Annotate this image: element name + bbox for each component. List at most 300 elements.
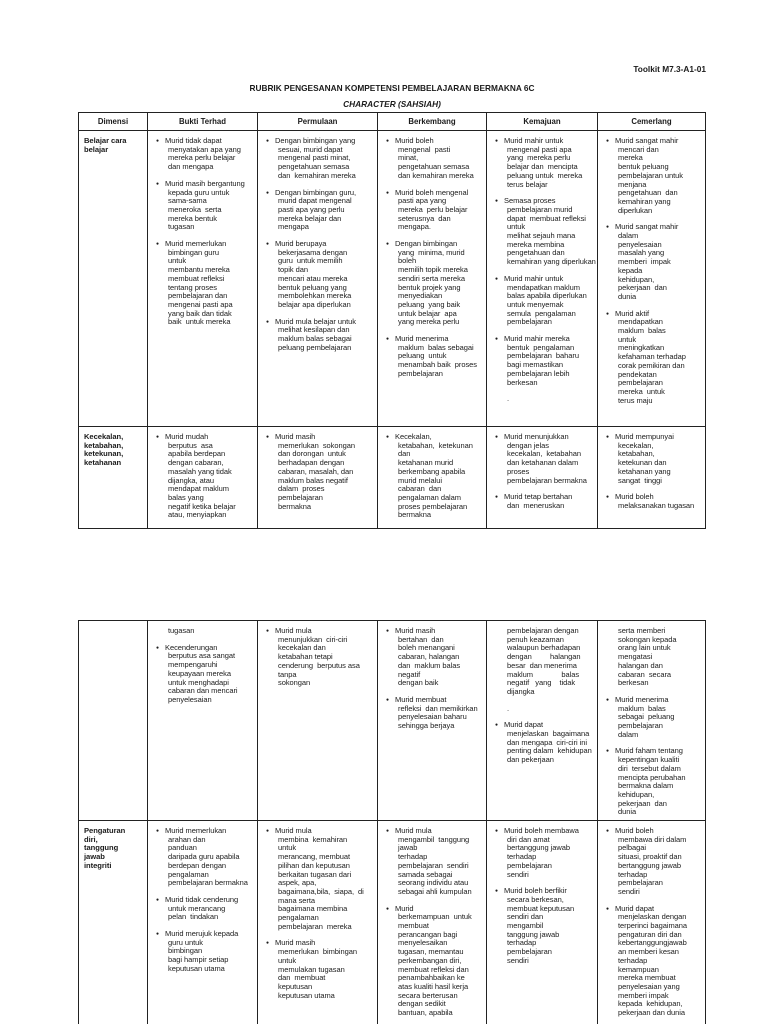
criterion-text-line: ● Murid merujuk kepada xyxy=(153,930,256,939)
criterion-bullet xyxy=(603,747,704,817)
criterion-text-line: ● Kecenderungan xyxy=(153,644,256,653)
criterion-text-line: orang lain untuk xyxy=(618,643,671,653)
criterion-text-line: penuh keazaman xyxy=(507,634,564,644)
criterion-text-line: melaksanakan tugasan xyxy=(618,500,695,510)
criterion-text-line: refleksi dan memikirkan xyxy=(398,703,478,713)
criterion-text-line: ● Murid mahir untuk xyxy=(492,137,596,146)
criterion-text-line: negatif xyxy=(398,669,421,679)
criterion-text-line: . xyxy=(507,394,510,404)
criterion-text-line: mendapat maklum xyxy=(168,484,229,494)
criterion-text-line: pengetahuan semasa xyxy=(398,162,470,172)
criterion-text-line: serta memberi xyxy=(618,626,666,635)
rubric-cell-kemajuan xyxy=(487,131,598,427)
criterion-text-line: belajar dan mencipta xyxy=(507,162,578,172)
criterion-text-line: ● Murid masih xyxy=(383,627,485,636)
criterion-text-line: berputus asa xyxy=(168,440,213,450)
criterion-continuation xyxy=(492,395,596,404)
criterion-text-line: ● Murid mudah xyxy=(153,433,256,442)
criterion-text-line: dengan baik xyxy=(398,678,439,688)
criterion-text-line: walaupun berhadapan xyxy=(507,643,581,653)
criterion-bullet xyxy=(603,827,704,897)
criterion-text-line: terhadap xyxy=(507,852,537,862)
criterion-text-line: ● Murid tidak dapat xyxy=(153,137,256,146)
criterion-text-line: kepentingan kualiti xyxy=(618,755,680,765)
criterion-text-line: dalam proses xyxy=(278,484,325,494)
criterion-text-line: tanpa xyxy=(278,669,297,679)
criterion-text-line: untuk xyxy=(618,334,637,344)
criterion-text-line: peluang pembelajaran xyxy=(278,342,352,352)
rubric-cell-permulaan xyxy=(258,131,378,427)
criterion-text-line: terhadap xyxy=(618,955,648,965)
criterion-text-line: pembelajaran sendiri xyxy=(398,860,469,870)
criterion-text-line: berkesan xyxy=(618,678,649,688)
criterion-text-line: seterusnya dan xyxy=(398,213,451,223)
criterion-continuation xyxy=(492,705,596,714)
criterion-text-line: menyelesaikan xyxy=(398,938,448,948)
criterion-text-line: samada sebagai xyxy=(398,869,453,879)
criterion-bullet xyxy=(383,433,485,520)
criterion-text-line: negatif yang tidak xyxy=(507,678,576,688)
criterion-text-line: terus belajar xyxy=(507,179,548,189)
criterion-text-line: untuk xyxy=(278,955,297,965)
criterion-text-line: ● Murid sangat mahir xyxy=(603,137,704,146)
criterion-text-line: memberi impak xyxy=(618,990,669,1000)
criterion-bullet xyxy=(603,493,704,510)
rubric-cell-kemajuan xyxy=(487,621,598,821)
rubric-table-part-1 xyxy=(78,112,706,529)
criterion-bullet xyxy=(603,137,704,215)
criterion-text-line: bimbingan guru xyxy=(168,247,220,257)
criterion-text-line: pasti apa yang xyxy=(398,196,447,206)
criterion-continuation xyxy=(153,627,256,636)
criterion-text-line: mereka belajar dan xyxy=(278,213,342,223)
criterion-text-line: untuk menyemak xyxy=(507,299,564,309)
criterion-continuation xyxy=(603,627,704,688)
criterion-text-line: cenderung berputus asa xyxy=(278,660,360,670)
criterion-text-line: memerlukan sokongan xyxy=(278,440,355,450)
criterion-text-line: kehidupan, xyxy=(618,274,655,284)
criterion-text-line: memilih topik mereka xyxy=(398,265,468,275)
criterion-text-line: besar dan menerima xyxy=(507,660,577,670)
criterion-bullet xyxy=(153,240,256,327)
criterion-bullet xyxy=(153,896,256,922)
criterion-text-line: ● Murid berupaya xyxy=(263,240,376,249)
criterion-text-line: pembelajaran xyxy=(618,378,663,388)
criterion-text-line: sesuai, murid dapat xyxy=(278,144,343,154)
criterion-text-line: ● Murid mula xyxy=(383,827,485,836)
criterion-text-line: boleh menangani xyxy=(398,643,455,653)
criterion-text-line: yang mereka perlu xyxy=(507,153,571,163)
criterion-text-line: bekerjasama dengan xyxy=(278,247,348,257)
criterion-text-line: maklum balas sebagai xyxy=(398,342,474,352)
criterion-text-line: dan pekerjaan xyxy=(507,755,554,765)
criterion-text-line: bermakna xyxy=(278,501,311,511)
column-header-permulaan: Permulaan xyxy=(258,113,378,131)
criterion-text-line: penyelesaian baharu xyxy=(398,712,467,722)
criterion-text-line: dan membuat xyxy=(278,973,326,983)
criterion-text-line: dan ketahanan dalam xyxy=(507,458,579,468)
criterion-text-line: ● Murid tidak cenderung xyxy=(153,896,256,905)
criterion-text-line: pilihan dan keputusan xyxy=(278,860,350,870)
criterion-bullet xyxy=(263,240,376,310)
criterion-text-line: balas yang xyxy=(168,492,204,502)
rubric-cell-cemerlang xyxy=(598,621,706,821)
criterion-text-line: pembelajaran xyxy=(507,947,552,957)
dimension-label-line: Belajar cara xyxy=(84,136,127,145)
criterion-text-line: dunia xyxy=(618,807,637,817)
criterion-text-line: cabaran, halangan xyxy=(398,652,460,662)
column-header-berkembang: Berkembang xyxy=(378,113,487,131)
criterion-text-line: murid melalui xyxy=(398,475,442,485)
column-header-dimensi: Dimensi xyxy=(79,113,148,131)
criterion-text-line: ● Dengan bimbingan yang xyxy=(263,137,376,146)
criterion-text-line: pembelajaran xyxy=(278,492,323,502)
criterion-text-line: pengetahuan dan xyxy=(507,248,565,258)
criterion-text-line: ● Kecekalan, xyxy=(383,433,485,442)
criterion-bullet xyxy=(263,137,376,181)
criterion-text-line: bagi hampir setiap xyxy=(168,955,229,965)
criterion-text-line: membina kemahiran xyxy=(278,834,348,844)
criterion-text-line: memerlukan bimbingan xyxy=(278,947,357,957)
criterion-text-line: diri tersebut dalam xyxy=(618,763,681,773)
rubric-table-part-2 xyxy=(78,620,706,1024)
criterion-text-line: ● Murid dapat xyxy=(603,905,704,914)
criterion-text-line: sendiri xyxy=(507,869,529,879)
dimension-label-line: Pengaturan xyxy=(84,826,126,835)
criterion-text-line: ● Murid boleh berfikir xyxy=(492,887,596,896)
criterion-text-line: mencari dan xyxy=(618,144,659,154)
criterion-text-line: ● Murid aktif xyxy=(603,310,704,319)
criterion-text-line: kemampuan xyxy=(618,964,659,974)
criterion-text-line: maklum balas negatif xyxy=(278,475,348,485)
criterion-text-line: pembelajaran xyxy=(398,368,443,378)
dimension-label-line: ketabahan, xyxy=(84,440,124,450)
dimension-cell xyxy=(79,821,148,1024)
criterion-text-line: masalah yang xyxy=(618,248,665,258)
column-header-cemerlang: Cemerlang xyxy=(598,113,706,131)
criterion-text-line: kecekalan dan xyxy=(278,643,326,653)
dimension-label-line: ketahanan xyxy=(84,458,122,468)
column-header-kemajuan: Kemajuan xyxy=(487,113,598,131)
criterion-text-line: untuk xyxy=(278,843,297,853)
criterion-text-line: menjelaskan dengan xyxy=(618,912,687,922)
criterion-bullet xyxy=(153,433,256,520)
criterion-text-line: bertanggung jawab xyxy=(618,860,681,870)
criterion-text-line: dijangka, atau xyxy=(168,475,215,485)
rubric-cell-permulaan xyxy=(258,621,378,821)
criterion-text-line: panduan xyxy=(168,843,197,853)
criterion-bullet xyxy=(153,137,256,172)
criterion-text-line: cabaran dan mencari xyxy=(168,686,238,696)
criterion-text-line: bentuk peluang yang xyxy=(278,282,347,292)
rubric-cell-berkembang xyxy=(378,427,487,529)
criterion-text-line: belajar apa diperlukan xyxy=(278,299,351,309)
criterion-text-line: ● Murid mahir untuk xyxy=(492,275,596,284)
criterion-text-line: dalam xyxy=(618,231,639,241)
criterion-text-line: ● Murid mula belajar untuk xyxy=(263,318,376,327)
rubric-cell-kemajuan xyxy=(487,821,598,1024)
criterion-text-line: corak pemikiran dan xyxy=(618,360,685,370)
criterion-bullet xyxy=(603,905,704,1018)
criterion-text-line: topik dan xyxy=(278,265,308,275)
criterion-text-line: untuk menghadapi xyxy=(168,677,229,687)
criterion-text-line: negatif ketika belajar xyxy=(168,501,236,511)
criterion-text-line: melihat kesilapan dan xyxy=(278,325,350,335)
criterion-bullet xyxy=(383,696,485,731)
criterion-text-line: sebagai ahli kumpulan xyxy=(398,886,472,896)
rubric-cell-bukti-terhad xyxy=(148,621,258,821)
criterion-text-line: ● Murid masih xyxy=(263,433,376,442)
criterion-text-line: ● Murid dapat xyxy=(492,721,596,730)
criterion-text-line: sehingga berjaya xyxy=(398,721,455,731)
rubric-cell-berkembang xyxy=(378,821,487,1024)
criterion-text-line: bantuan, apabila xyxy=(398,1008,453,1018)
criterion-text-line: mereka xyxy=(618,153,643,163)
criterion-bullet xyxy=(153,827,256,888)
criterion-text-line: terus maju xyxy=(618,395,653,405)
criterion-text-line: diperlukan xyxy=(618,205,653,215)
criterion-text-line: menyediakan xyxy=(398,291,443,301)
criterion-text-line: bertahan dan xyxy=(398,634,444,644)
criterion-text-line: sendiri xyxy=(507,955,529,965)
criterion-text-line: dan xyxy=(398,449,411,459)
criterion-text-line: untuk xyxy=(168,256,187,266)
criterion-text-line: penyelesaian yang xyxy=(618,981,680,991)
dimension-label-line: tanggung xyxy=(84,843,119,853)
criterion-text-line: berdepan dengan xyxy=(168,860,227,870)
rubric-cell-cemerlang xyxy=(598,427,706,529)
criterion-text-line: guru untuk xyxy=(168,937,203,947)
rubric-cell-cemerlang xyxy=(598,821,706,1024)
criterion-text-line: ● Murid memerlukan xyxy=(153,827,256,836)
criterion-text-line: boleh xyxy=(398,256,417,266)
criterion-text-line: peluang untuk mereka xyxy=(507,170,583,180)
criterion-text-line: . xyxy=(507,703,510,713)
criterion-text-line: yang mereka perlu xyxy=(398,317,460,327)
criterion-text-line: pembelajaran murid xyxy=(507,204,573,214)
criterion-text-line: pembelajaran bermakna xyxy=(168,878,248,888)
criterion-text-line: bagaimana,bila, siapa, di xyxy=(278,886,364,896)
criterion-text-line: mereka membina xyxy=(507,239,565,249)
criterion-text-line: ketabahan, xyxy=(618,449,655,459)
dimension-cell xyxy=(79,131,148,427)
criterion-text-line: terhadap xyxy=(618,869,648,879)
criterion-text-line: seorang individu atau xyxy=(398,878,469,888)
criterion-text-line: atas kualiti hasil kerja xyxy=(398,981,469,991)
criterion-text-line: ● Murid menunjukkan xyxy=(492,433,596,442)
criterion-text-line: situasi, proaktif dan xyxy=(618,852,682,862)
criterion-text-line: bagaimana membina xyxy=(278,904,348,914)
criterion-text-line: dalam xyxy=(618,729,639,739)
criterion-bullet xyxy=(492,827,596,879)
criterion-text-line: membuat xyxy=(398,921,429,931)
criterion-text-line: mengapa. xyxy=(398,222,431,232)
criterion-bullet xyxy=(263,433,376,511)
criterion-text-line: pembelajaran xyxy=(618,721,663,731)
criterion-text-line: ● Murid mahir mereka xyxy=(492,335,596,344)
criterion-text-line: ● Murid membuat xyxy=(383,696,485,705)
criterion-text-line: membawa diri dalam xyxy=(618,834,687,844)
criterion-text-line: atau, menyiapkan xyxy=(168,510,227,520)
criterion-text-line: ● Murid menerima xyxy=(383,335,485,344)
rubric-cell-berkembang xyxy=(378,621,487,821)
criterion-text-line: ● Murid boleh membawa xyxy=(492,827,596,836)
criterion-text-line: kepada kehidupan, xyxy=(618,999,683,1009)
criterion-text-line: keputusan xyxy=(278,981,313,991)
column-header-bukti-terhad: Bukti Terhad xyxy=(148,113,258,131)
criterion-text-line: pembelajaran lebih xyxy=(507,368,570,378)
criterion-text-line: secara berterusan xyxy=(398,990,458,1000)
criterion-text-line: jawab xyxy=(398,843,418,853)
dimension-label-line: integriti xyxy=(84,860,112,870)
criterion-bullet xyxy=(603,223,704,301)
criterion-text-line: pelan tindakan xyxy=(168,912,219,922)
criterion-text-line: bermakna dalam xyxy=(618,781,674,791)
criterion-text-line: ● Murid mula xyxy=(263,627,376,636)
criterion-text-line: penyelesaian xyxy=(618,239,662,249)
criterion-text-line: mereka perlu belajar xyxy=(398,204,468,214)
criterion-text-line: pembelajaran mereka xyxy=(278,921,352,931)
criterion-text-line: tugasan xyxy=(168,222,195,232)
criterion-text-line: maklum balas xyxy=(507,669,580,679)
criterion-text-line: ● Murid sangat mahir xyxy=(603,223,704,232)
criterion-bullet xyxy=(492,335,596,387)
criterion-text-line: tugasan, memantau xyxy=(398,947,464,957)
criterion-text-line: ● Murid boleh xyxy=(603,493,704,502)
criterion-text-line: pengalaman xyxy=(168,869,209,879)
criterion-text-line: dengan halangan xyxy=(507,652,581,662)
criterion-text-line: mereka membuat xyxy=(618,973,676,983)
criterion-text-line: bertanggung jawab xyxy=(507,843,570,853)
criterion-text-line: dan meneruskan xyxy=(507,500,565,510)
criterion-text-line: pengaturan diri dan xyxy=(618,929,682,939)
criterion-bullet xyxy=(383,627,485,688)
criterion-text-line: ketabahan tetapi xyxy=(278,652,333,662)
criterion-text-line: ketekunan dan xyxy=(618,458,667,468)
dimension-cell xyxy=(79,621,148,821)
criterion-text-line: dunia xyxy=(618,291,637,301)
rubric-cell-permulaan xyxy=(258,821,378,1024)
criterion-continuation xyxy=(492,627,596,697)
criterion-text-line: dan kemahiran mereka xyxy=(278,170,356,180)
criterion-text-line: pembelajaran untuk xyxy=(618,170,683,180)
criterion-text-line: terhadap xyxy=(507,938,537,948)
criterion-text-line: sokongan kepada xyxy=(618,634,677,644)
criterion-text-line: berkemampuan untuk xyxy=(398,912,472,922)
criterion-text-line: dan maklum balas xyxy=(398,660,461,670)
criterion-text-line: mengenal pasti apa xyxy=(507,144,572,154)
criterion-bullet xyxy=(492,137,596,189)
criterion-bullet xyxy=(492,433,596,485)
dimension-label-line: jawab xyxy=(84,852,105,862)
criterion-text-line: ● Murid faham tentang xyxy=(603,747,704,756)
criterion-text-line: minat, xyxy=(398,153,419,163)
criterion-text-line: terperinci bagaimana xyxy=(618,921,688,931)
rubric-cell-berkembang xyxy=(378,131,487,427)
criterion-text-line: peluang untuk xyxy=(398,351,447,361)
criterion-bullet xyxy=(383,335,485,379)
criterion-text-line: dengan jelas xyxy=(507,440,549,450)
criterion-text-line: dengan sedikit xyxy=(398,999,446,1009)
criterion-bullet xyxy=(383,137,485,181)
criterion-text-line: mengenal pasti xyxy=(398,144,451,154)
criterion-text-line: pembelajaran xyxy=(507,860,552,870)
criterion-text-line: meneroka serta xyxy=(168,204,222,214)
criterion-text-line: penambahbaikan ke xyxy=(398,973,465,983)
criterion-text-line: kebertanggungjawab xyxy=(618,938,687,948)
criterion-text-line: pasti apa yang perlu xyxy=(278,204,345,214)
criterion-text-line: dijangka xyxy=(507,686,535,696)
criterion-text-line: ketahanan murid xyxy=(398,458,454,468)
criterion-text-line: ● Murid menerima xyxy=(603,696,704,705)
criterion-bullet xyxy=(603,696,704,740)
criterion-text-line: ● Murid memerlukan xyxy=(153,240,256,249)
criterion-text-line: sokongan xyxy=(278,678,311,688)
criterion-text-line: ● Murid boleh mengenal xyxy=(383,189,485,198)
criterion-text-line: cabaran secara xyxy=(618,669,672,679)
criterion-text-line: tugasan xyxy=(168,626,195,635)
criterion-text-line: menjana xyxy=(618,179,647,189)
criterion-text-line: pengalaman xyxy=(278,913,319,923)
criterion-text-line: dan mengapa ciri-ciri ini xyxy=(507,737,587,747)
criterion-bullet xyxy=(263,189,376,233)
criterion-text-line: pembelajaran dan xyxy=(168,291,228,301)
criterion-text-line: proses xyxy=(507,466,530,476)
criterion-text-line: memulakan tugasan xyxy=(278,964,345,974)
criterion-text-line: apabila berdepan xyxy=(168,449,226,459)
criterion-text-line: secara berkesan, xyxy=(507,894,564,904)
criterion-text-line: merancang, membuat xyxy=(278,852,351,862)
criterion-text-line: berputus asa sangat xyxy=(168,651,236,661)
criterion-text-line: pembelajaran bermakna xyxy=(507,475,587,485)
criterion-bullet xyxy=(383,189,485,233)
criterion-text-line: pengalaman dalam xyxy=(398,492,461,502)
criterion-text-line: murid dapat mengenal xyxy=(278,196,352,206)
criterion-text-line: maklum balas sebagai xyxy=(278,334,352,344)
criterion-text-line: kemahiran yang diperlukan xyxy=(507,257,596,267)
criterion-text-line: guru untuk memilih xyxy=(278,256,343,266)
criterion-text-line: dan mengapa xyxy=(168,162,214,172)
criterion-text-line: sendiri serta mereka xyxy=(398,273,465,283)
criterion-bullet xyxy=(153,930,256,974)
criterion-text-line: bentuk pengalaman xyxy=(507,342,575,352)
criterion-bullet xyxy=(383,240,485,327)
criterion-text-line: ● Murid masih xyxy=(263,939,376,948)
criterion-text-line: cabaran dan xyxy=(398,484,442,494)
criterion-text-line: pelbagai xyxy=(618,843,646,853)
criterion-text-line: keputusan utama xyxy=(278,990,335,1000)
criterion-text-line: memberi impak xyxy=(618,257,671,267)
criterion-text-line: sama-sama xyxy=(168,196,207,206)
criterion-text-line: mendapatkan maklum xyxy=(507,282,580,292)
criterion-text-line: mempengaruhi xyxy=(168,660,218,670)
criterion-bullet xyxy=(492,887,596,965)
criterion-text-line: pengetahuan semasa xyxy=(278,162,350,172)
criterion-text-line: keupayaan mereka xyxy=(168,668,231,678)
criterion-text-line: dapat membuat refleksi xyxy=(507,213,586,223)
criterion-text-line: proses pembelajaran xyxy=(398,501,468,511)
dimension-label-line: Kecekalan, xyxy=(84,432,124,441)
criterion-text-line: ketabahan, ketekunan xyxy=(398,440,473,450)
criterion-text-line: membuat refleksi xyxy=(168,273,225,283)
dimension-label-line: belajar xyxy=(84,144,109,154)
criterion-text-line: sebagai peluang xyxy=(618,712,675,722)
criterion-text-line: pembelajaran dengan xyxy=(507,626,579,635)
criterion-text-line: an memberi kesan xyxy=(618,947,679,957)
criterion-text-line: cabaran, masalah, dan xyxy=(278,466,354,476)
rubric-cell-bukti-terhad xyxy=(148,427,258,529)
criterion-text-line: ● Murid tetap bertahan xyxy=(492,493,596,502)
